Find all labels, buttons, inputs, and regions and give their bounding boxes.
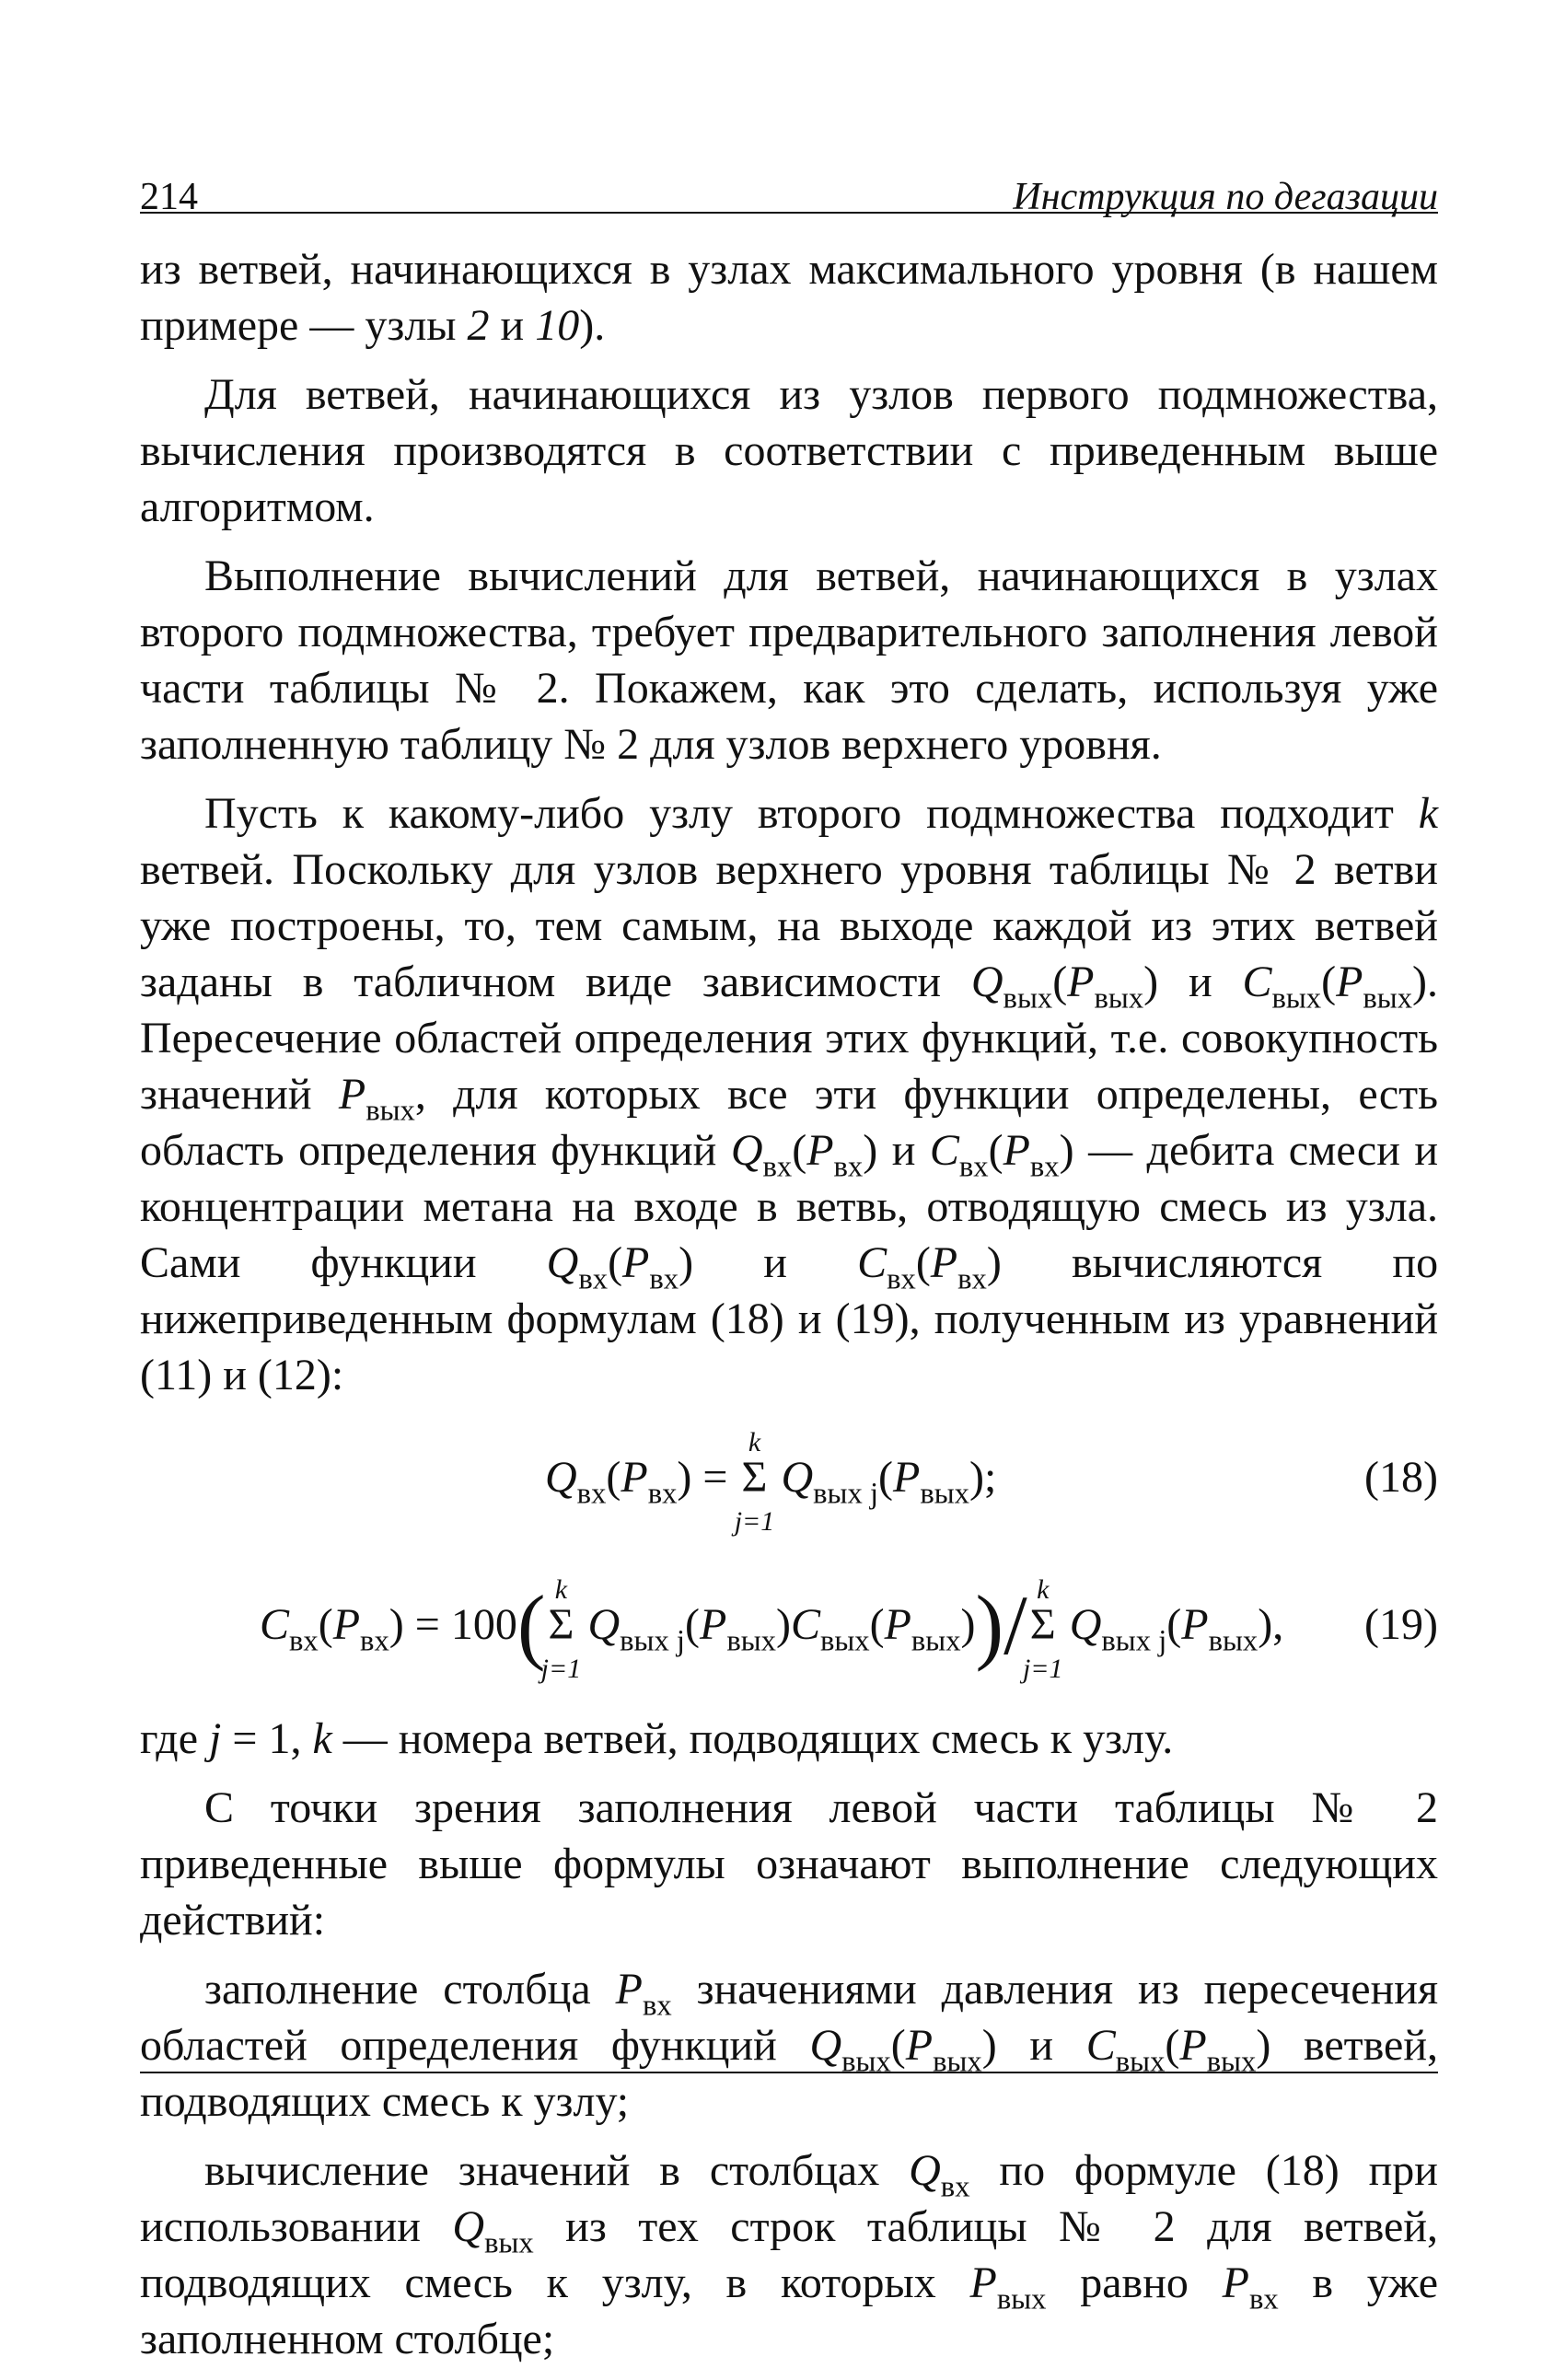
paragraph-6: С точки зрения заполнения левой части таблицы № 2 приведенные выше формулы означают выполнение следующих действий: [140,1783,1438,1945]
formula-18-expression: $Q_{вх}(P_{вх})$ = k Σ j=1 $Q_{вых j}(P_{вых})$; [545,1427,997,1537]
formula-18-number: (18) [1364,1453,1438,1502]
paragraph-7: заполнение столбца $P_{вх}$ значениями давления из пересечения областей определения функций $Q_{вых}(P_{вых})$ и $C_{вых}(P_{вых})$ ветвей, подводящих смесь к узлу; [140,1965,1439,2126]
formula-18 [140,1416,1438,1543]
paragraph-8: вычисление значений в столбцах $Q_{вх}$ по формуле (18) при использовании $Q_{вых}$ из тех строк таблицы № 2 для ветвей, подводящих смесь к узлу, в которых $P_{вых}$ равно $P_{вх}$ в уже заполненном столбце; [140,2146,1439,2363]
paragraph-1: из ветвей, начинающихся в узлах максимального уровня (в нашем примере — узлы 2 и 10). [140,245,1438,350]
page-number: 214 [140,176,198,218]
bottom-rule [140,2072,1438,2073]
formula-19 [140,1563,1438,1690]
running-title: Инструкция по дегазации [1013,176,1438,218]
summation-sign: k Σ j=1 [1022,1574,1063,1684]
paragraph-2: Для ветвей, начинающихся из узлов первого подмножества, вычисления производятся в соответствии с приведенным выше алгоритмом. [140,370,1438,531]
summation-sign: k Σ j=1 [540,1574,582,1684]
paragraph-3: Выполнение вычислений для ветвей, начинающихся в узлах второго подмножества, требует предварительного заполнения левой части таблицы № 2. Покажем, как это сделать, используя уже заполненную таблицу № 2 для узлов верхнего уровня. [140,551,1438,769]
paragraph-4: Пусть к какому-либо узлу второго подмножества подходит k ветвей. Поскольку для узлов верхнего уровня таблицы № 2 ветви уже построены, то, тем самым, на выходе каждой из этих ветвей заданы в табличном виде зависимости $Q_{вых}(P_{вых})$ и $C_{вых}(P_{вых})$. Пересечение областей определения этих функций, т.е. совокупность значений $P_{вых}$, для которых все эти функции определены, есть область определения функций $Q_{вх}(P_{вх})$ и $C_{вх}(P_{вх})$ — дебита смеси и концентрации метана на входе в ветвь, отводящую смесь из узла. Сами функции $Q_{вх}(P_{вх})$ и $C_{вх}(P_{вх})$ вычисляются по нижеприведенным формулам (18) и (19), полученным из уравнений (11) и (12): [140,789,1439,1399]
paragraph-5: где j = 1, k — номера ветвей, подводящих смесь к узлу. [140,1714,1174,1763]
formula-19-expression: $C_{вх}(P_{вх}) = 100$( k Σ j=1 $Q_{вых j}(P_{вых})C_{вых}(P_{вых}))/$ k Σ j=1 $Q_{вых j}(P_{вых})$, [260,1574,1284,1684]
summation-sign: k Σ j=1 [734,1427,775,1537]
formula-19-number: (19) [1364,1600,1438,1649]
body-text [140,241,1438,2380]
page-header [140,175,1438,218]
